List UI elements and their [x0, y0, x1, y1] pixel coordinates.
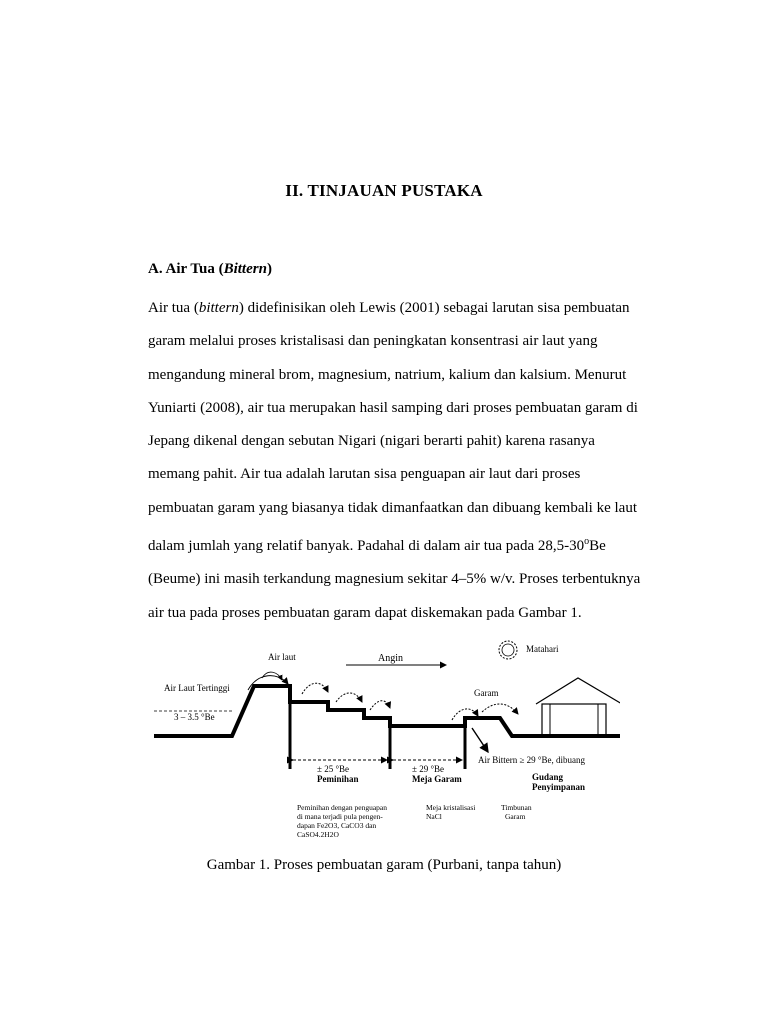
note-timbunan-line: Garam	[505, 812, 526, 821]
angin-label: Angin	[378, 653, 403, 664]
paragraph-text: dalam jumlah yang relatif banyak. Padahal di dalam air tua pada 28,5-30	[148, 538, 585, 555]
body-paragraph	[148, 292, 641, 630]
garam-label: Garam	[474, 688, 499, 698]
note-timbunan-line: Timbunan	[501, 803, 532, 812]
paragraph-line: air tua pada proses pembuatan garam dapat diskemakan pada Gambar 1.	[148, 604, 582, 621]
paragraph-text: Air tua (	[148, 300, 199, 316]
penyimpanan-label: Penyimpanan	[532, 782, 586, 792]
gudang-label: Gudang	[532, 772, 564, 782]
peminihan-value-label: ± 25 °Be	[317, 764, 350, 774]
salt-process-diagram	[150, 632, 620, 852]
paragraph-text: ) didefinisikan oleh Lewis (2001) sebagai larutan sisa pembuatan	[238, 300, 630, 316]
be-range-label: 3 – 3.5 °Be	[174, 712, 215, 722]
section-heading-suffix: )	[266, 261, 272, 277]
paragraph-line: garam melalui proses kristalisasi dan peningkatan konsentrasi air laut yang	[148, 333, 598, 350]
note-meja-line: NaCl	[426, 812, 442, 821]
section-heading	[148, 261, 272, 278]
note-peminihan-line: dapan Fe2O3, CaCO3 dan	[297, 821, 377, 830]
paragraph-line: (Beume) ini masih terkandung magnesium sekitar 4–5% w/v. Proses terbentuknya	[148, 571, 641, 588]
flow-arrow-icon	[302, 683, 328, 694]
meja-garam-label: Meja Garam	[412, 774, 462, 784]
paragraph-line: Yuniarti (2008), air tua merupakan hasil samping dari proses pembuatan garam di	[148, 399, 638, 416]
paragraph-line: mengandung mineral brom, magnesium, natrium, kalium dan kalsium. Menurut	[148, 366, 627, 383]
page-title: II. TINJAUAN PUSTAKA	[285, 181, 483, 200]
peminihan-label: Peminihan	[317, 774, 359, 784]
paragraph-text: Be	[589, 538, 606, 555]
figure-caption: Gambar 1. Proses pembuatan garam (Purbani, tanpa tahun)	[206, 857, 562, 873]
degree-superscript: o	[584, 536, 590, 548]
paragraph-line: memang pahit. Air tua adalah larutan sisa penguapan air laut dari proses	[148, 466, 581, 483]
sun-icon	[499, 641, 517, 659]
note-peminihan-line: di mana terjadi pula pengen-	[297, 812, 383, 821]
warehouse-icon	[536, 678, 620, 736]
garam-arrow-icon	[482, 704, 518, 714]
meja-value-label: ± 29 °Be	[412, 764, 445, 774]
note-peminihan-line: CaSO4.2H2O	[297, 830, 339, 839]
air-laut-tertinggi-label: Air Laut Tertinggi	[164, 683, 230, 693]
bittern-arrow-icon	[472, 728, 488, 752]
note-meja-line: Meja kristalisasi	[426, 803, 476, 812]
flow-arrow-icon	[336, 693, 362, 702]
paragraph-line	[148, 292, 628, 325]
paragraph-line	[148, 525, 628, 563]
note-peminihan-line: Peminihan dengan penguapan	[297, 803, 387, 812]
flow-arrow-icon	[370, 701, 390, 710]
paragraph-italic-term: bittern	[198, 300, 239, 316]
bittern-label: Air Bittern ≥ 29 °Be, dibuang	[478, 755, 586, 765]
air-laut-label: Air laut	[268, 652, 296, 662]
section-heading-prefix: A. Air Tua (	[148, 261, 224, 277]
matahari-label: Matahari	[526, 644, 559, 654]
section-heading-italic: Bittern	[223, 261, 267, 277]
paragraph-line: pembuatan garam yang biasanya tidak dimanfaatkan dan dibuang kembali ke laut	[148, 499, 637, 516]
paragraph-line: Jepang dikenal dengan sebutan Nigari (nigari berarti pahit) karena rasanya	[148, 433, 595, 450]
